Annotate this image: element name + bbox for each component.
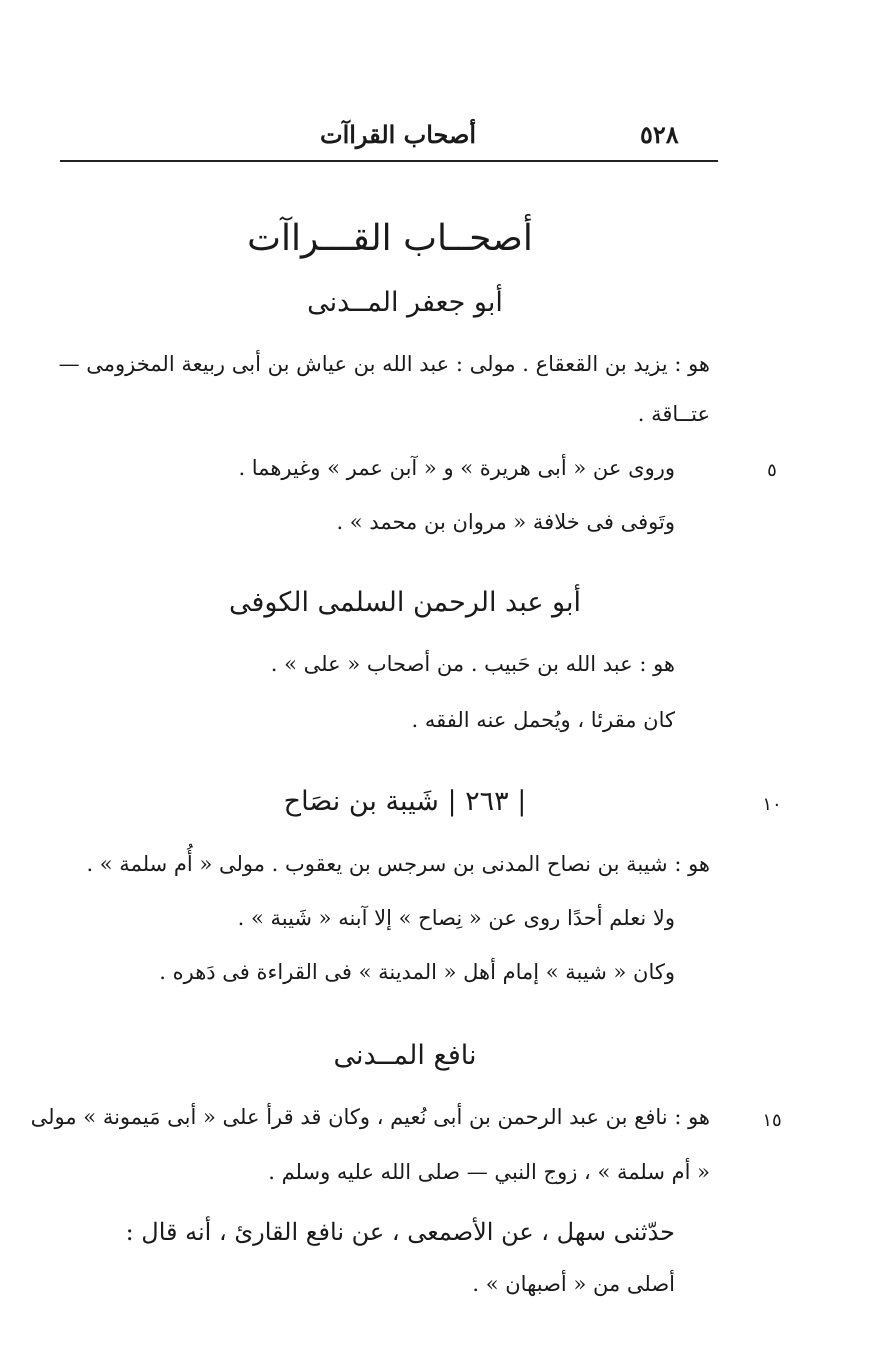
text-line: وتَوفى فى خلافة « مروان بن محمد » . <box>336 510 675 534</box>
margin-line-number: ١٠ <box>762 794 782 815</box>
page-number: ٥٢٨ <box>640 120 679 149</box>
text-line: كان مقرئا ، ويُحمل عنه الفقه . <box>411 708 675 732</box>
text-line: هو : يزيد بن القعقاع . مولى : عبد الله بن عياش بن أبى ربيعة المخزومى — <box>58 352 710 376</box>
section-title-abu-abd-al-rahman: أبو عبد الرحمن السلمى الكوفى <box>228 587 582 618</box>
chapter-title: أصحــاب القـــراآت <box>247 218 533 259</box>
text-line: حدّثنى سهل ، عن الأصمعى ، عن نافع القارئ ، أنه قال : <box>125 1218 675 1246</box>
text-line: وكان « شيبة » إمام أهل « المدينة » فى القراءة فى دَهره . <box>159 960 675 984</box>
text-line: « أم سلمة » ، زوج النبي — صلى الله عليه وسلم . <box>268 1160 710 1184</box>
text-line: وروى عن « أبى هريرة » و « آبن عمر » وغيرهما . <box>238 456 675 480</box>
section-title-nafi: نافع المــدنى <box>333 1040 477 1071</box>
text-line: هو : نافع بن عبد الرحمن بن أبى نُعيم ، وكان قد قرأ على « أبى مَيمونة » مولى <box>30 1105 710 1129</box>
margin-line-number: ١٥ <box>762 1110 782 1131</box>
text-line: أصلى من « أصبهان » . <box>472 1272 675 1296</box>
text-line: هو : عبد الله بن حَبيب . من أصحاب « على » . <box>270 652 675 676</box>
section-title-shaiba: | ٢٦٣ | شَيبة بن نصَاح <box>283 786 527 817</box>
text-line: عتــاقة . <box>637 402 710 426</box>
text-line: هو : شيبة بن نصاح المدنى بن سرجس بن يعقوب . مولى « أُم سلمة » . <box>86 852 710 876</box>
section-title-abu-jaafar: أبو جعفر المــدنى <box>307 287 503 318</box>
margin-line-number: ٥ <box>767 460 777 481</box>
header-rule <box>60 160 718 162</box>
running-title: أصحاب القراآت <box>320 120 477 149</box>
text-line: ولا نعلم أحدًا روى عن « نِصاح » إلا آبنه « شَيبة » . <box>237 906 675 930</box>
